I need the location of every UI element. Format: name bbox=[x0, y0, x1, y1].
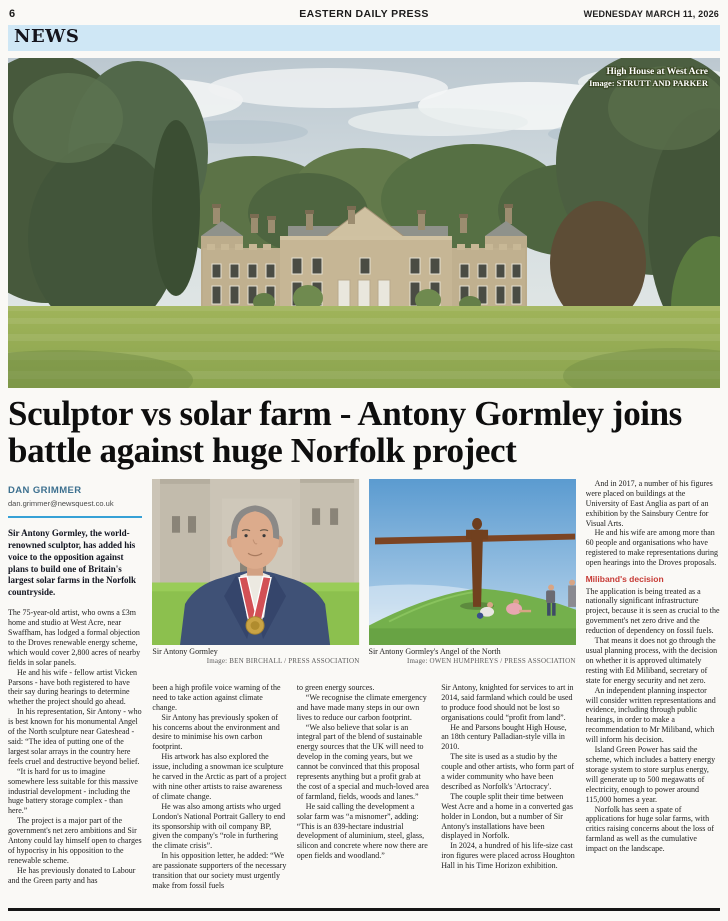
paragraph: Norfolk has seen a spate of applications for huge solar farms, with critics raising concerns about the loss of farmland as well as the cumulative impact on the landscape. bbox=[585, 804, 715, 854]
paragraph: Sir Antony, knighted for services to art in 2014, said farmland which could be used to produce food should not be lost so organisations could “profit from land”. bbox=[441, 682, 574, 722]
paragraph: The 75-year-old artist, who owns a £3m home and studio at West Acre, near Swaffham, has lodged a formal objection to the Droves renewable energy scheme, which would cover 2,800 acres of nearby fields in solar panels. bbox=[8, 608, 141, 667]
paragraph: In his opposition letter, he added: “We are passionate supporters of the necessary transition that our society must urgently make from fossil fuels bbox=[152, 851, 287, 890]
page-number: 6 bbox=[9, 8, 16, 20]
paragraph: He said calling the development a solar farm was “a misnomer”, adding: “This is an 839-hectare industrial development of aluminium, steel, glass, silicon and concrete where now there are open fields and woodland.” bbox=[296, 801, 428, 861]
paragraph: The couple split their time between West Acre and a home in a converted gas holder in London, but a number of Sir Antony's installations have been displayed in Norfolk. bbox=[441, 791, 573, 841]
paragraph: He has previously donated to Labour and the Green party and has bbox=[8, 865, 136, 885]
paragraph: He and his wife - fellow artist Vicken Parsons - have both registered to have their say during hearings to determine whether the project should go ahead. bbox=[8, 667, 138, 707]
paragraph: The project is a major part of the government's net zero ambitions and Sir Antony could lay himself open to charges of hypocrisy in his opposition to the renewable scheme. bbox=[8, 816, 142, 865]
column-5 bbox=[586, 479, 720, 903]
byline-author: DAN GRIMMER bbox=[8, 484, 82, 496]
byline-email: dan.grimmer@newsquest.co.uk bbox=[8, 498, 114, 508]
bottom-rule bbox=[8, 908, 720, 911]
subhead-milibands-decision: Miliband's decision bbox=[585, 574, 664, 585]
masthead: EASTERN DAILY PRESS bbox=[299, 8, 429, 20]
main-photo-caption bbox=[589, 66, 708, 89]
paragraph: And in 2017, a number of his figures were placed on buildings at the University of East Anglia as part of an exhibition by the Sainsbury Centre for Visual Arts. bbox=[585, 478, 713, 528]
photo-angel-caption: Sir Antony Gormley's Angel of the North bbox=[368, 646, 501, 656]
main-photo-title: High House at West Acre bbox=[606, 67, 708, 77]
paragraph: He and his wife are among more than 60 people and organisations who have registered to make representations during open hearings into the Droves proposals. bbox=[585, 528, 718, 568]
paragraph: His artwork has also explored the issue, including a snowman ice sculpture he carved in the Arctic as part of a project with nine other artists to raise awareness of climate change. bbox=[152, 752, 287, 801]
column-5-rest bbox=[586, 587, 720, 854]
column-4 bbox=[441, 683, 575, 903]
photo-angel bbox=[369, 479, 576, 666]
column-2 bbox=[152, 683, 286, 903]
paragraph: “It is hard for us to imagine somewhere less suitable for this massive industrial development - including the huge battery storage complex - than here.” bbox=[8, 766, 138, 816]
paragraph: That means it does not go through the usual planning process, with the decision on whether it is approved ultimately resting with Ed Miliband, secretary of state for energy security and net zero. bbox=[585, 636, 718, 685]
main-photo-illustration bbox=[8, 58, 720, 388]
gormley-portrait-illustration bbox=[152, 479, 359, 645]
paragraph: “We also believe that solar is an integral part of the blend of sustainable energy sources that the UK will need to develop in the coming years, but we cannot be convinced that this proposal represents anything but a profit grab at the cost of a special and much-loved area of farmland, fields, woods and lanes.” bbox=[296, 722, 429, 801]
photo-gormley-caption: Sir Antony Gormley bbox=[152, 646, 218, 656]
column-1-text bbox=[8, 608, 142, 885]
paragraph: Sir Antony has previously spoken of his concerns about the environment and desire to minimise his own carbon footprint. bbox=[152, 712, 280, 752]
column-3 bbox=[297, 683, 431, 903]
byline-divider bbox=[8, 516, 142, 518]
angel-of-north-illustration bbox=[369, 479, 576, 645]
date: WEDNESDAY MARCH 11, 2026 bbox=[583, 9, 719, 19]
paragraph: The application is being treated as a nationally significant infrastructure project, because it is seen as crucial to the government's net zero drive and the reduction of dependency on fossil fuels. bbox=[585, 586, 720, 636]
paragraph: to green energy sources. bbox=[296, 682, 375, 692]
inline-photos bbox=[152, 479, 575, 683]
paragraph: In 2024, a hundred of his life-size cast iron figures were placed across Houghton Hall in his Time Horizon exhibition. bbox=[441, 841, 575, 871]
paragraph: In his representation, Sir Antony - who is best known for his monumental Angel of the North sculpture near Gateshead - said: “The idea of putting one of the largest solar arrays in the country here feels cruel and destructive beyond belief. bbox=[8, 707, 142, 766]
column-5-intro bbox=[586, 479, 720, 568]
photo-gormley bbox=[152, 479, 359, 666]
paragraph: He was also among artists who urged London's National Portrait Gallery to end its sponsorship with oil company BP, given the company's “role in furthering the climate crisis”. bbox=[152, 801, 286, 851]
page-header bbox=[8, 6, 720, 25]
section-band bbox=[8, 25, 720, 51]
column-1 bbox=[8, 479, 142, 903]
paragraph: The site is used as a studio by the couple and other artists, who form part of a wider community who have been described as Norfolk's 'Artocracy'. bbox=[441, 752, 575, 791]
photo-angel-credit: Image: OWEN HUMPHREYS / PRESS ASSOCIATION bbox=[406, 656, 576, 665]
main-photo-credit: Image: STRUTT AND PARKER bbox=[589, 78, 708, 89]
article-body bbox=[8, 479, 720, 903]
paragraph: been a high profile voice warning of the need to take action against climate change. bbox=[152, 682, 281, 712]
section-label: NEWS bbox=[14, 26, 80, 47]
article-lede: Sir Antony Gormley, the world-renowned sculptor, has added his voice to the opposition against plans to build one of Britain's largest solar farms in the Norfolk countryside. bbox=[8, 527, 137, 598]
headline: Sculptor vs solar farm - Antony Gormley joins battle against huge Norfolk project bbox=[8, 394, 682, 471]
paragraph: “We recognise the climate emergency and have made many steps in our own lives to reduce our carbon footprint. bbox=[296, 692, 427, 722]
photo-gormley-credit: Image: BEN BIRCHALL / PRESS ASSOCIATION bbox=[206, 656, 360, 665]
paragraph: An independent planning inspector will consider written representations and evidence, including through public hearings, in order to make a recommendation to Mr Miliband, which will inform his decision. bbox=[585, 685, 716, 745]
paragraph: He and Parsons bought High House, an 18th century Palladian-style villa in 2010. bbox=[441, 722, 567, 752]
paragraph: Island Green Power has said the scheme, which includes a battery energy storage system to store surplus energy, will generate up to 500 megawatts of electricity, enough to power around 115,000 homes a year. bbox=[585, 745, 716, 804]
main-photo bbox=[8, 58, 720, 388]
